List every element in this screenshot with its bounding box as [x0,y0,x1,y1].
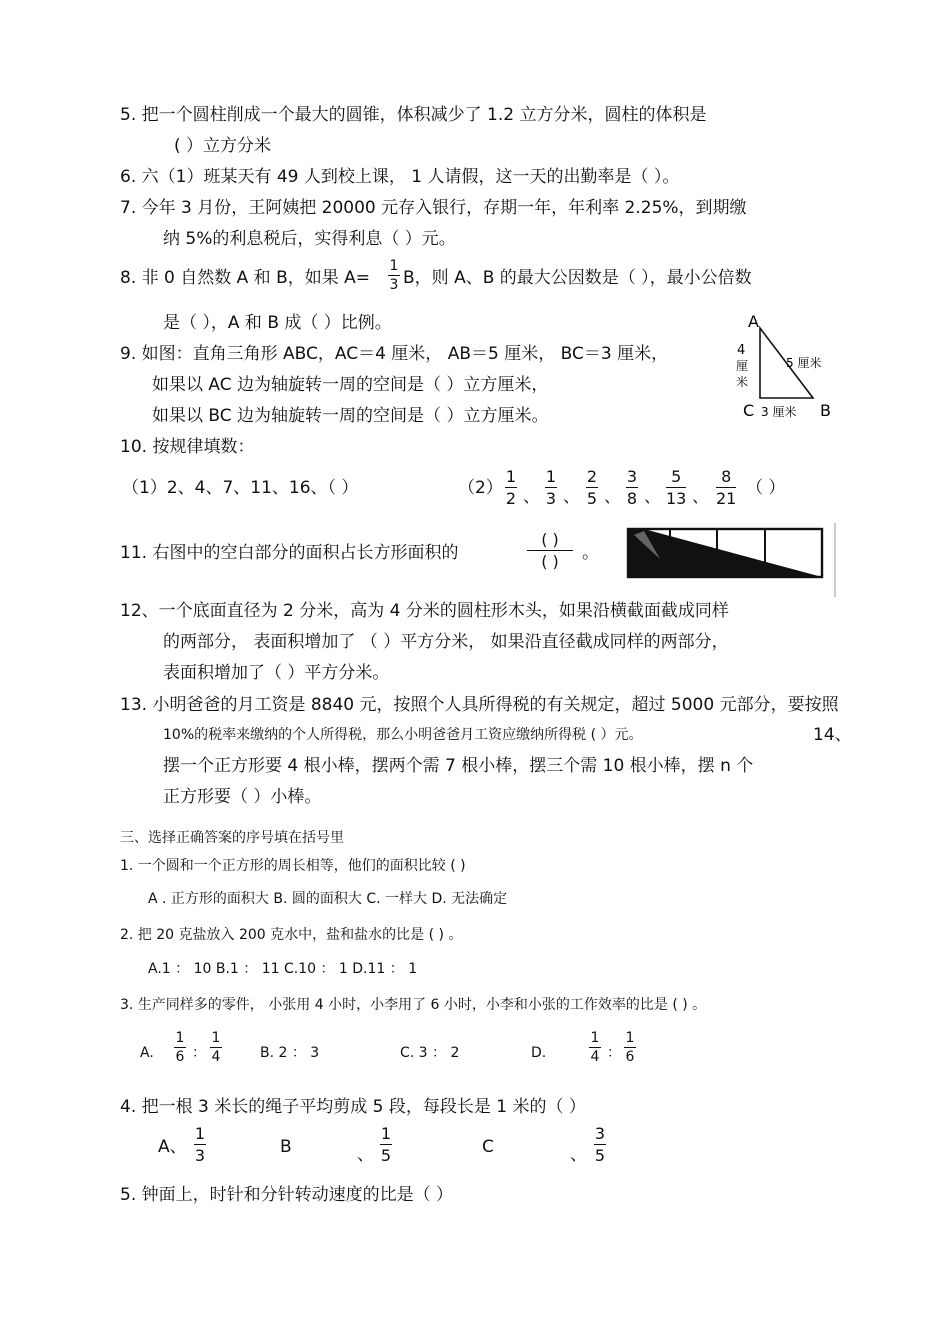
fraction-bar [594,1144,606,1145]
q10-title: 10. 按规律填数： [120,437,255,457]
q10-frac-1 [505,467,517,508]
c2-question: 2. 把 20 克盐放入 200 克水中，盐和盐水的比是 ( ) 。 [120,927,463,943]
c3-option-a-label: A. [140,1045,154,1061]
fraction-bar [527,550,573,551]
fraction-bar [388,275,400,276]
c4-b-frac [380,1124,392,1165]
c3-question: 3. 生产同样多的零件， 小张用 4 小时，小李用了 6 小时，小李和小张的工作效率的比是 ( ) 。 [120,997,707,1013]
frac-den: 4 [590,1049,600,1065]
q10-sep: 、 [604,487,621,507]
frac-num: 1 [625,1030,635,1046]
q12-line1: 12、一个底面直径为 2 分米，高为 4 分米的圆柱形木头，如果沿横截面截成同样 [120,601,729,621]
q12-line3: 表面积增加了（ ）平方分米。 [163,663,390,683]
frac-den: 3 [545,489,557,508]
frac-den: 3 [194,1146,206,1165]
q5-line1: 5. 把一个圆柱削成一个最大的圆锥，体积减少了 1.2 立方分米，圆柱的体积是 [120,105,707,125]
rectangle-shaded-figure [620,521,838,599]
q6: 6. 六（1）班某天有 49 人到校上课， 1 人请假，这一天的出勤率是（ ）。 [120,167,680,187]
c4-question: 4. 把一根 3 米长的绳子平均剪成 5 段，每段长是 1 米的（ ） [120,1097,586,1117]
fraction-bar [666,487,686,488]
frac-den: 8 [626,489,638,508]
c4-option-b-label: B [280,1137,292,1157]
frac-den: 6 [625,1049,635,1065]
frac-num: 1 [194,1124,206,1143]
c4-a-frac [194,1124,206,1165]
fraction-bar [589,1047,601,1048]
frac-den: 13 [666,489,687,508]
q14-line2: 正方形要（ ）小棒。 [163,787,322,807]
q8-line2: 是（ ），A 和 B 成（ ）比例。 [163,313,392,333]
q11-text: 11. 右图中的空白部分的面积占长方形面积的 [120,543,459,563]
frac-den: 6 [175,1049,185,1065]
q14-line1: 摆一个正方形要 4 根小棒，摆两个需 7 根小棒，摆三个需 10 根小棒，摆 n 个 [163,756,754,776]
c5-question: 5. 钟面上，时针和分针转动速度的比是（ ） [120,1185,454,1205]
q9-line2: 如果以 AC 边为轴旋转一周的空间是（ ）立方厘米， [152,375,549,395]
c4-option-b-sep: 、 [357,1145,374,1165]
c3-a-frac2 [210,1030,222,1065]
c3-a-frac1 [174,1030,186,1065]
q10-part2-label: （2） [458,478,503,498]
label-ac-unit2: 米 [736,375,749,389]
q8-frac-den: 3 [389,277,399,293]
frac-den: 4 [211,1049,221,1065]
c4-option-c-label: C [482,1137,494,1157]
frac-num: 5 [671,467,682,486]
frac-den: 5 [594,1146,606,1165]
q11-fraction [527,530,573,571]
q8-post: B，则 A、B 的最大公因数是（ ），最小公倍数 [403,268,752,288]
q9-line3: 如果以 BC 边为轴旋转一周的空间是（ ）立方厘米。 [152,406,549,426]
frac-den: 5 [586,489,598,508]
q9-line1: 9. 如图：直角三角形 ABC，AC＝4 厘米， AB＝5 厘米， BC＝3 厘米， [120,344,669,364]
fraction-bar [194,1144,206,1145]
frac-den: 21 [716,489,737,508]
frac-num: 1 [545,467,557,486]
q10-frac-4 [626,467,638,508]
c3-a-colon: ： [192,1045,206,1061]
c3-d-frac1 [589,1030,601,1065]
q14-number: 14、 [813,725,852,745]
frac-num: 1 [380,1124,392,1143]
frac-den: 5 [380,1146,392,1165]
c3-option-c: C. 3 ： 2 [400,1045,460,1061]
c3-option-b: B. 2 ： 3 [260,1045,320,1061]
label-bc: 3 厘米 [761,405,797,419]
frac-num: 1 [211,1030,221,1046]
q10-sep: 、 [692,487,709,507]
q13-text: 13. 小明爸爸的月工资是 8840 元，按照个人具所得税的有关规定，超过 5000 元部分，要按照 [120,695,839,715]
c4-option-c-sep: 、 [570,1145,587,1165]
q10-sep: 、 [563,487,580,507]
q10-frac-6 [716,467,736,508]
q5-line2: ( ）立方分米 [174,136,272,156]
frac-num: 1 [175,1030,185,1046]
q10-sep: 、 [644,487,661,507]
q10-part1: （1）2、4、7、11、16、（ ） [122,478,359,498]
fraction-bar [626,487,638,488]
label-b: B [820,401,831,420]
q13-line2: 10%的税率来缴纳的个人所得税，那么小明爸爸月工资应缴纳所得税 ( ）元。 [163,727,643,743]
frac-num: 3 [626,467,638,486]
frac-num: 1 [505,467,517,486]
frac-den: 2 [505,489,517,508]
q10-frac-2 [545,467,557,508]
right-triangle-figure [728,308,840,426]
label-ab: 5 厘米 [786,356,822,370]
q12-line2: 的两部分， 表面积增加了 （ ）平方分米， 如果沿直径截成同样的两部分， [163,632,729,652]
q11-frac-den: ( ) [541,552,559,571]
fraction-bar [380,1144,392,1145]
q10-sep: 、 [523,487,540,507]
q7-line2: 纳 5%的利息税后，实得利息（ ）元。 [163,229,456,249]
q10-blank: （ ） [746,478,786,498]
q7-line1: 7. 今年 3 月份，王阿姨把 20000 元存入银行，存期一年，年利率 2.25%，到期缴 [120,198,747,218]
c1-question: 1. 一个圆和一个正方形的周长相等，他们的面积比较 ( ) [120,858,466,874]
q11-frac-num: ( ) [541,530,559,549]
c1-options: A . 正方形的面积大 B. 圆的面积大 C. 一样大 D. 无法确定 [148,891,508,907]
c3-d-frac2 [624,1030,636,1065]
fraction-bar [624,1047,636,1048]
fraction-bar [505,487,517,488]
fraction-bar [716,487,736,488]
q13-line1 [120,695,839,715]
q8-pre: 8. 非 0 自然数 A 和 B，如果 A= [120,268,371,288]
label-c: C [743,401,755,420]
frac-num: 1 [590,1030,600,1046]
c3-d-colon: ： [607,1045,621,1061]
fraction-bar [174,1047,186,1048]
label-a: A [748,312,759,331]
c2-options: A.1 ： 10 B.1 ： 11 C.10 ： 1 D.11 ： 1 [148,961,418,977]
c4-option-a-label: A、 [158,1137,187,1157]
fraction-bar [545,487,557,488]
q8-fraction [388,258,400,293]
q11-end: 。 [582,543,599,563]
frac-num: 8 [721,467,732,486]
q8-frac-num: 1 [389,258,399,274]
q10-frac-3 [586,467,598,508]
fraction-bar [210,1047,222,1048]
q10-frac-5 [666,467,686,508]
section3-title: 三、选择正确答案的序号填在括号里 [120,830,344,846]
label-ac-num: 4 [737,343,746,358]
c4-c-frac [594,1124,606,1165]
fraction-bar [586,487,598,488]
c3-option-d-label: D. [531,1045,547,1061]
frac-num: 3 [594,1124,606,1143]
shaded-region [628,529,822,577]
label-ac-unit1: 厘 [736,359,749,373]
frac-num: 2 [586,467,598,486]
